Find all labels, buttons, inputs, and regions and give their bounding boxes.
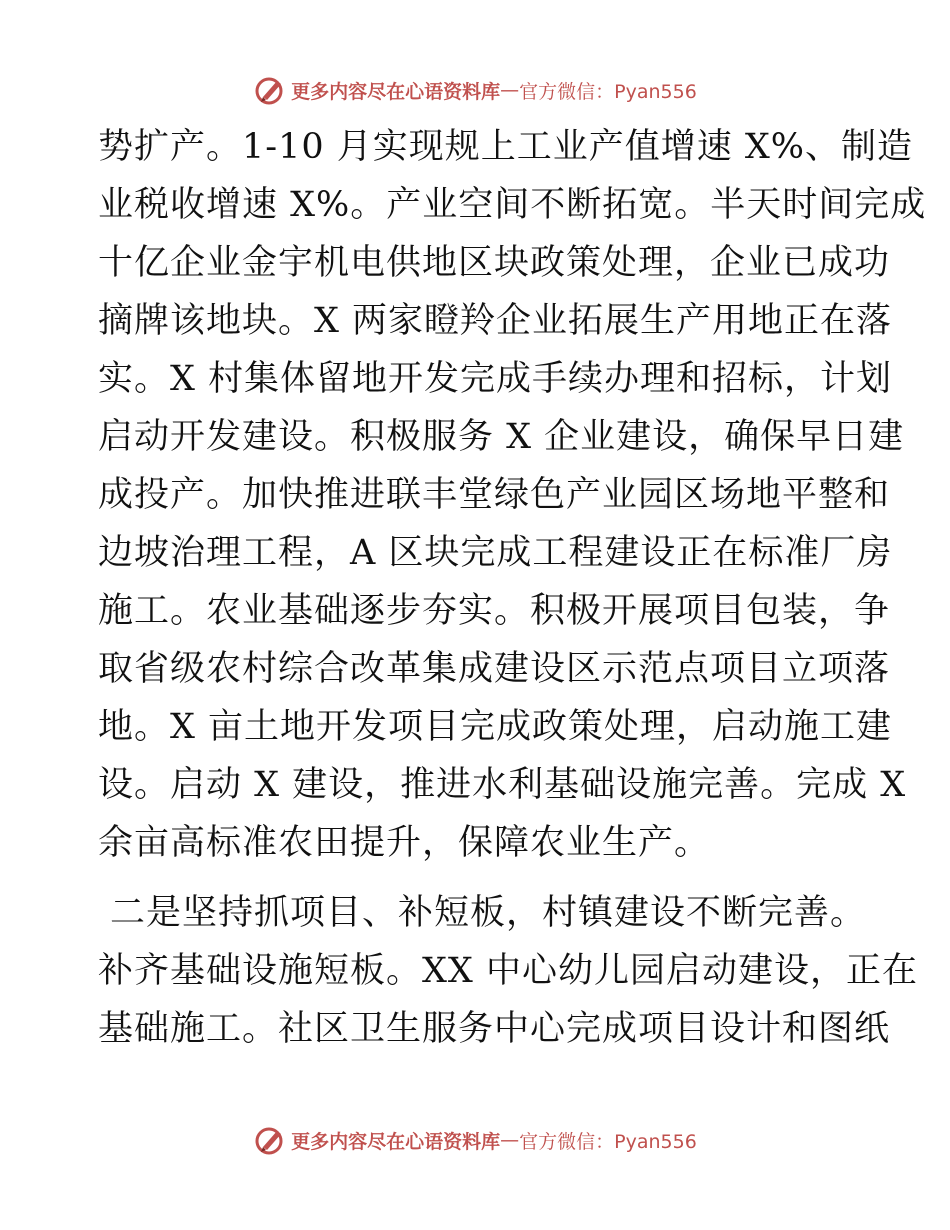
section-heading-line: 二是坚持抓项目、补短板，村镇建设不断完善。	[110, 893, 867, 933]
text-line: 基础施工。社区卫生服务中心完成项目设计和图纸	[98, 1009, 891, 1049]
pen-circle-logo-icon	[253, 1123, 287, 1157]
header-watermark	[0, 70, 950, 110]
text-line: 成投产。加快推进联丰堂绿色产业园区场地平整和	[98, 475, 891, 515]
text-line: 启动开发建设。积极服务 X 企业建设，确保早日建	[98, 417, 905, 457]
watermark-separator: —	[500, 79, 520, 101]
paragraph-2	[98, 884, 918, 1058]
watermark-brand-text: 更多内容尽在心语资料库	[291, 80, 501, 103]
pen-circle-logo-icon	[253, 73, 287, 107]
text-line: 施工。农业基础逐步夯实。积极开展项目包装，争	[98, 591, 891, 631]
watermark-separator: —	[500, 1129, 520, 1151]
text-line: 边坡治理工程，A 区块完成工程建设正在标准厂房	[98, 533, 893, 573]
paragraph-gap	[98, 872, 858, 884]
text-line: 取省级农村综合改革集成建设区示范点项目立项落	[98, 649, 891, 689]
text-line: 余亩高标准农田提升，保障农业生产。	[98, 823, 711, 863]
text-line: 实。X 村集体留地开发完成手续办理和招标，计划	[98, 359, 893, 399]
text-line: 摘牌该地块。X 两家瞪羚企业拓展生产用地正在落	[98, 301, 893, 341]
watermark-wechat-text: 官方微信：Pyan556	[519, 80, 697, 103]
text-line: 设。启动 X 建设，推进水利基础设施完善。完成 X	[98, 765, 907, 805]
watermark-brand-text: 更多内容尽在心语资料库	[291, 1130, 501, 1153]
paragraph-1	[98, 118, 927, 872]
footer-watermark	[0, 1120, 950, 1160]
text-line: 地。X 亩土地开发项目完成政策处理，启动施工建	[98, 707, 893, 747]
document-body	[98, 118, 927, 1058]
text-line: 补齐基础设施短板。XX 中心幼儿园启动建设，正在	[98, 951, 918, 991]
text-line: 业税收增速 X%。产业空间不断拓宽。半天时间完成	[98, 185, 927, 225]
text-line: 十亿企业金宇机电供地区块政策处理，企业已成功	[98, 243, 891, 283]
text-line: 势扩产。1-10 月实现规上工业产值增速 X%、制造	[98, 127, 914, 167]
watermark-wechat-text: 官方微信：Pyan556	[519, 1130, 697, 1153]
